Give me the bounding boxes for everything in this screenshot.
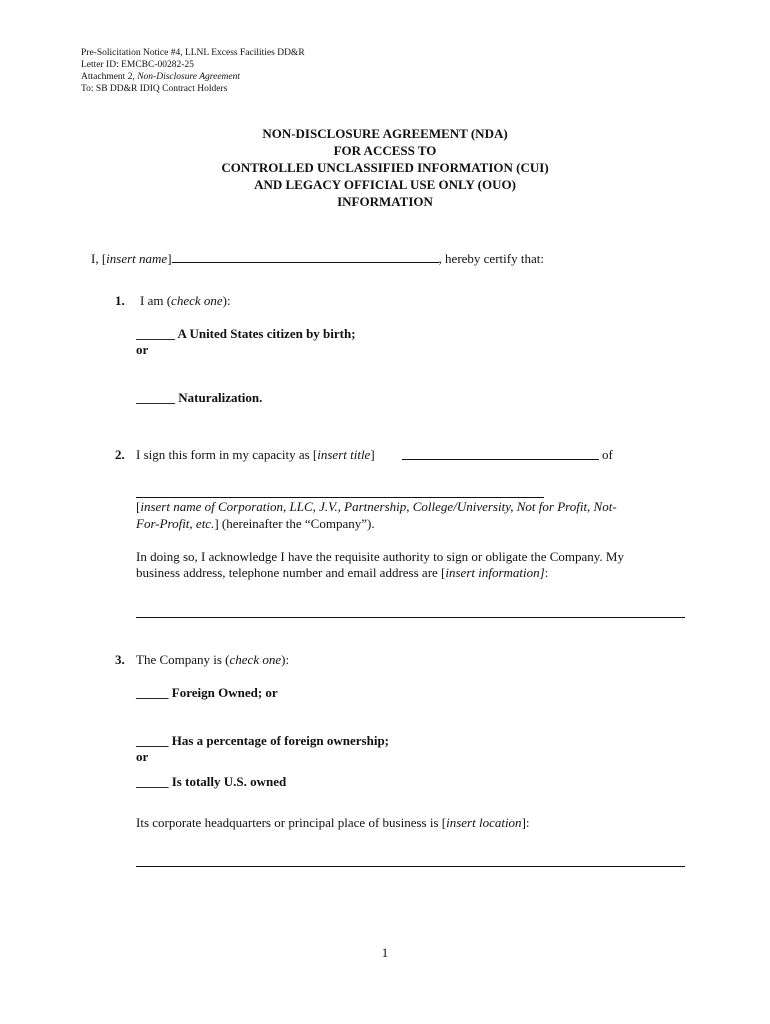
business-info-blank-field[interactable] [136,617,685,618]
hq-prefix: Its corporate headquarters or principal place of business is [ [136,815,447,830]
item-2-number: 2. [115,447,125,462]
company-placeholder-cont: For-Profit, etc. [136,516,215,531]
authority-line-1: In doing so, I acknowledge I have the requisite authority to sign or obligate the Company. My [136,549,624,564]
company-placeholder-text: insert name of Corporation, LLC, J.V., Partnership, College/University, Not for Profit, Not- [140,499,617,514]
partial-foreign-blank[interactable]: _____ [136,733,169,748]
item-1-number: 1. [115,293,125,308]
item-1-italic: check one [171,293,223,308]
certify-suffix: , hereby certify that: [438,251,544,266]
header-recipient: To: SB DD&R IDIQ Contract Holders [81,84,228,94]
info-placeholder: insert information] [445,565,545,580]
foreign-owned-blank[interactable]: _____ [136,685,169,700]
partial-foreign-option[interactable] [136,733,389,749]
title-blank-field[interactable] [402,459,599,460]
foreign-owned-option[interactable] [136,685,278,701]
company-hereinafter: ] (hereinafter the “Company”). [214,516,375,531]
page-number: 1 [381,945,389,960]
item-3-italic: check one [229,652,282,667]
item-3-number: 3. [115,652,125,667]
hq-statement [136,815,530,831]
item-1-suffix: ): [222,293,231,308]
item-3-suffix: ): [281,652,290,667]
naturalization-label: Naturalization. [175,390,263,405]
certify-statement [91,250,544,267]
us-owned-blank[interactable]: _____ [136,774,169,789]
header-attachment [81,71,240,83]
item-2-text [136,447,375,463]
title-line-5: INFORMATION [337,194,433,209]
item-1-or: or [136,342,149,357]
item-3-text [136,652,289,668]
authority-line-2 [136,565,548,581]
certify-bracket: ] [167,251,172,266]
naturalization-option[interactable] [136,390,262,406]
certify-prefix: I, [ [91,251,107,266]
citizen-birth-option[interactable] [136,326,356,342]
naturalization-blank[interactable]: ______ [136,390,175,405]
partial-foreign-label: Has a percentage of foreign ownership; [168,733,389,748]
item-2-bracket: ] [370,447,375,462]
title-line-1: NON-DISCLOSURE AGREEMENT (NDA) [262,126,508,141]
item-3-or: or [136,749,149,764]
title-line-3: CONTROLLED UNCLASSIFIED INFORMATION (CUI) [221,160,549,175]
title-line-4: AND LEGACY OFFICIAL USE ONLY (OUO) [254,177,516,192]
company-bracket-open: [ [136,499,141,514]
header-attachment-prefix: Attachment 2, [81,72,138,82]
item-1-prefix: I am ( [140,293,172,308]
authority-suffix: : [544,565,549,580]
authority-prefix: business address, telephone number and email address are [ [136,565,446,580]
title-placeholder: insert title [317,447,371,462]
item-3-prefix: The Company is ( [136,652,230,667]
citizen-birth-label: A United States citizen by birth; [175,326,356,341]
header-notice: Pre-Solicitation Notice #4, LLNL Excess Facilities DD&R [81,48,305,58]
item-1-text [140,293,231,309]
company-placeholder-line-2 [136,516,375,532]
item-2-prefix: I sign this form in my capacity as [ [136,447,318,462]
title-line-2: FOR ACCESS TO [333,143,437,158]
company-placeholder-line-1 [136,499,617,515]
citizen-birth-blank[interactable]: ______ [136,326,175,341]
company-blank-field[interactable] [136,497,544,498]
item-2-of: of [602,447,613,462]
name-placeholder: insert name [106,251,168,266]
header-attachment-name: Non-Disclosure Agreement [137,72,241,82]
name-blank-field[interactable] [172,250,439,263]
header-letter-id: Letter ID: EMCBC-00282-25 [81,60,194,70]
foreign-owned-label: Foreign Owned; or [168,685,278,700]
us-owned-option[interactable] [136,774,286,790]
location-blank-field[interactable] [136,866,685,867]
hq-suffix: ]: [521,815,530,830]
us-owned-label: Is totally U.S. owned [168,774,287,789]
location-placeholder: insert location [446,815,522,830]
